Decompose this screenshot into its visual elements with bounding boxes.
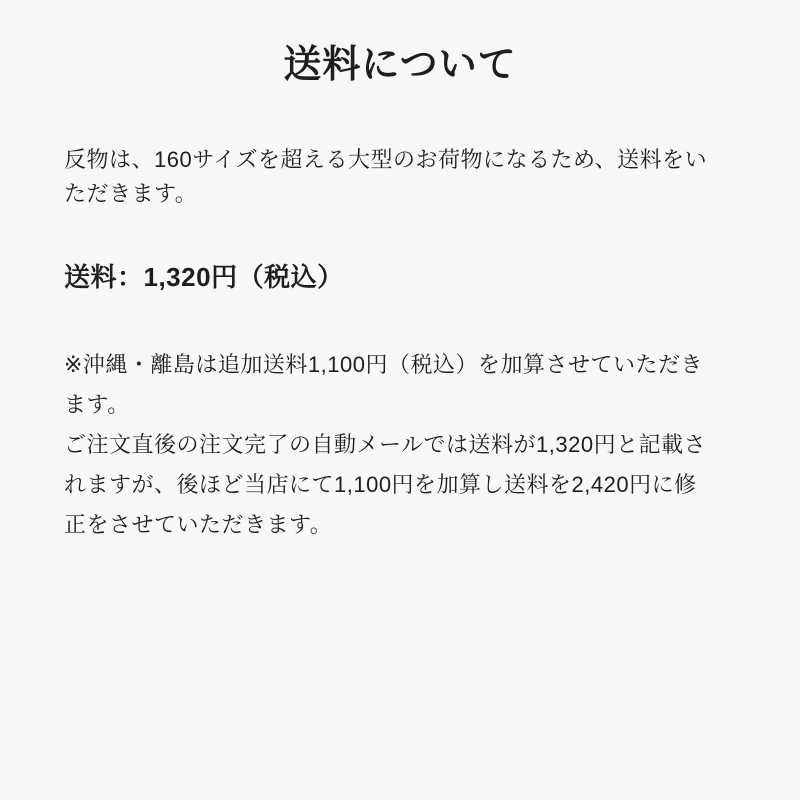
text-line: ※沖縄・離島は追加送料1,100円（税込）を加算させていただき: [64, 352, 703, 377]
text-line: 反物は、160サイズを超える大型のお荷物になるため、送料をい: [64, 147, 708, 172]
intro-paragraph: [64, 143, 744, 211]
text-line: れますが、後ほど当店にて1,100円を加算し送料を2,420円に修: [64, 472, 697, 497]
shipping-fee-price: 送料：1,320円（税込）: [64, 262, 344, 292]
note-paragraph: [64, 345, 744, 545]
text-line: ご注文直後の注文完了の自動メールでは送料が1,320円と記載さ: [64, 432, 707, 457]
text-line: ただきます。: [64, 181, 198, 206]
text-line: 正をさせていただきます。: [64, 512, 333, 537]
page-title: 送料について: [283, 44, 517, 86]
text-line: ます。: [64, 392, 130, 417]
